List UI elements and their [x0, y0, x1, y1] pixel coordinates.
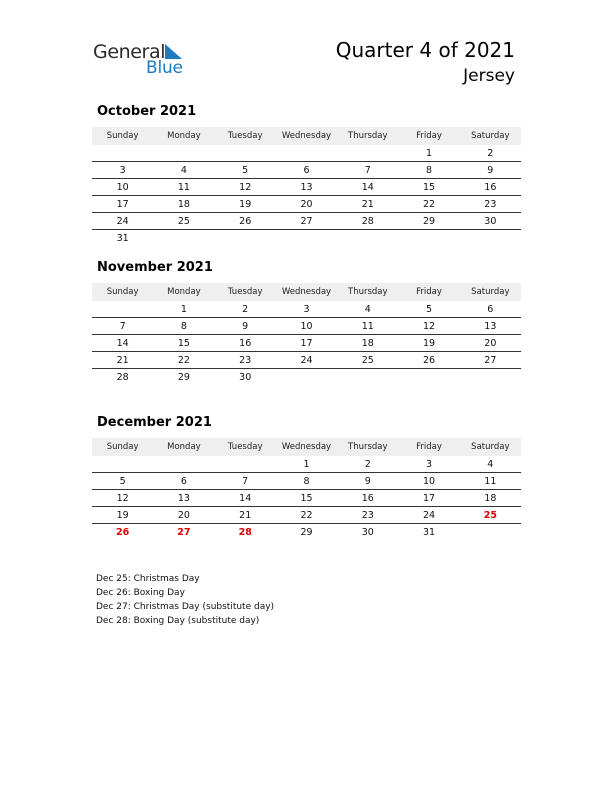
day-cell: 21 — [361, 198, 374, 210]
day-cell: 30 — [239, 372, 252, 383]
month-november — [92, 260, 521, 386]
week-row — [92, 456, 521, 473]
day-cell: 14 — [361, 181, 374, 193]
holiday-notes — [96, 572, 274, 628]
week-rows — [92, 145, 521, 247]
day-cell: 28 — [361, 215, 374, 227]
day-cell: 12 — [116, 492, 129, 504]
day-cell: 7 — [364, 164, 371, 176]
day-cell: 6 — [303, 164, 310, 176]
day-cell: 22 — [423, 198, 436, 210]
holiday-day-cell: 26 — [116, 527, 130, 538]
day-cell: 17 — [300, 337, 313, 349]
weekday-label: Monday — [167, 442, 201, 452]
day-cell: 1 — [426, 147, 433, 159]
day-cell: 4 — [180, 164, 187, 176]
day-cell: 31 — [116, 233, 129, 244]
holiday-day-cell: 27 — [177, 527, 191, 538]
weekday-label: Wednesday — [281, 287, 332, 297]
weekday-label: Monday — [167, 131, 201, 141]
weekday-label: Thursday — [348, 287, 388, 297]
day-cell: 17 — [116, 198, 129, 210]
week-row — [92, 318, 521, 335]
weekday-label: Friday — [416, 131, 442, 141]
week-row — [92, 230, 521, 247]
day-cell: 9 — [487, 164, 494, 176]
month-title: November 2021 — [97, 260, 213, 275]
day-cell: 27 — [300, 215, 313, 227]
week-row — [92, 369, 521, 386]
day-cell: 10 — [116, 181, 129, 193]
day-cell: 2 — [487, 147, 494, 159]
day-cell: 28 — [116, 372, 129, 383]
day-cell: 5 — [119, 475, 126, 487]
day-cell: 20 — [484, 337, 497, 349]
day-cell: 20 — [300, 198, 313, 210]
day-cell: 10 — [423, 475, 436, 487]
day-cell: 10 — [300, 320, 313, 332]
weekday-header — [92, 438, 521, 456]
day-cell: 26 — [239, 215, 252, 227]
day-cell: 3 — [119, 164, 126, 176]
day-cell: 24 — [423, 509, 436, 521]
day-cell: 17 — [423, 492, 436, 504]
day-cell: 15 — [177, 337, 190, 349]
page-title: Quarter 4 of 2021 — [335, 38, 515, 62]
holiday-note: Dec 25: Christmas Day — [96, 574, 200, 584]
weekday-label: Sunday — [106, 442, 139, 452]
week-row — [92, 524, 521, 541]
weekday-label: Thursday — [348, 442, 388, 452]
day-cell: 16 — [239, 337, 252, 349]
day-cell: 14 — [116, 337, 129, 349]
day-cell: 25 — [361, 354, 374, 366]
week-row — [92, 352, 521, 369]
weekday-label: Friday — [416, 442, 442, 452]
weekday-label: Thursday — [348, 131, 388, 141]
day-cell: 18 — [177, 198, 190, 210]
day-cell: 23 — [361, 509, 374, 521]
day-cell: 12 — [239, 181, 252, 193]
day-cell: 14 — [239, 492, 252, 504]
day-cell: 20 — [177, 509, 190, 521]
day-cell: 31 — [423, 527, 436, 538]
day-cell: 1 — [180, 303, 187, 315]
day-cell: 1 — [303, 458, 310, 470]
day-cell: 7 — [119, 320, 126, 332]
weekday-label: Saturday — [471, 287, 510, 297]
month-title: October 2021 — [97, 104, 197, 119]
month-title: December 2021 — [97, 415, 212, 430]
day-cell: 19 — [239, 198, 252, 210]
weekday-header — [92, 127, 521, 145]
day-cell: 4 — [364, 303, 371, 315]
day-cell: 5 — [426, 303, 433, 315]
day-cell: 24 — [116, 215, 129, 227]
day-cell: 11 — [177, 181, 190, 193]
day-cell: 26 — [423, 354, 436, 366]
weekday-label: Tuesday — [227, 442, 263, 452]
week-row — [92, 473, 521, 490]
holiday-note: Dec 27: Christmas Day (substitute day) — [96, 602, 275, 612]
day-cell: 29 — [423, 215, 436, 227]
day-cell: 29 — [177, 372, 190, 383]
week-rows — [92, 456, 521, 541]
day-cell: 15 — [423, 181, 436, 193]
day-cell: 6 — [180, 475, 187, 487]
day-cell: 30 — [361, 527, 374, 538]
holiday-note: Dec 28: Boxing Day (substitute day) — [96, 616, 260, 626]
week-row — [92, 490, 521, 507]
day-cell: 12 — [423, 320, 436, 332]
day-cell: 5 — [242, 164, 249, 176]
month-december — [92, 415, 521, 541]
day-cell: 30 — [484, 215, 497, 227]
day-cell: 18 — [361, 337, 374, 349]
day-cell: 29 — [300, 527, 313, 538]
day-cell: 2 — [242, 303, 249, 315]
week-row — [92, 507, 521, 524]
weekday-header — [92, 283, 521, 301]
day-cell: 23 — [484, 198, 497, 210]
day-cell: 4 — [487, 458, 494, 470]
region-label: Jersey — [463, 66, 515, 86]
day-cell: 11 — [361, 320, 374, 332]
holiday-note: Dec 26: Boxing Day — [96, 588, 185, 598]
weekday-label: Friday — [416, 287, 442, 297]
holiday-day-cell: 28 — [238, 527, 252, 538]
logo-word-blue: Blue — [146, 58, 183, 78]
day-cell: 24 — [300, 354, 313, 366]
day-cell: 19 — [423, 337, 436, 349]
logo-word-general: General — [93, 41, 166, 63]
day-cell: 13 — [484, 320, 497, 332]
day-cell: 3 — [426, 458, 433, 470]
day-cell: 9 — [364, 475, 371, 487]
day-cell: 22 — [177, 354, 190, 366]
day-cell: 18 — [484, 492, 497, 504]
day-cell: 15 — [300, 492, 313, 504]
day-cell: 22 — [300, 509, 313, 521]
week-row — [92, 301, 521, 318]
day-cell: 8 — [180, 320, 187, 332]
week-row — [92, 162, 521, 179]
week-row — [92, 179, 521, 196]
week-row — [92, 196, 521, 213]
day-cell: 13 — [177, 492, 190, 504]
day-cell: 6 — [487, 303, 494, 315]
weekday-label: Wednesday — [281, 442, 332, 452]
day-cell: 19 — [116, 509, 129, 521]
weekday-label: Sunday — [106, 287, 139, 297]
week-row — [92, 145, 521, 162]
day-cell: 7 — [242, 475, 249, 487]
day-cell: 21 — [239, 509, 252, 521]
day-cell: 8 — [426, 164, 433, 176]
day-cell: 3 — [303, 303, 310, 315]
holiday-day-cell: 25 — [483, 509, 497, 521]
day-cell: 16 — [484, 181, 497, 193]
day-cell: 8 — [303, 475, 310, 487]
day-cell: 9 — [242, 320, 249, 332]
day-cell: 2 — [364, 458, 371, 470]
day-cell: 25 — [177, 215, 190, 227]
weekday-label: Wednesday — [281, 131, 332, 141]
logo — [93, 40, 193, 80]
month-october — [92, 104, 521, 247]
day-cell: 27 — [484, 354, 497, 366]
weekday-label: Tuesday — [227, 131, 263, 141]
weekday-label: Saturday — [471, 442, 510, 452]
day-cell: 23 — [239, 354, 252, 366]
weekday-label: Sunday — [106, 131, 139, 141]
day-cell: 11 — [484, 475, 497, 487]
week-rows — [92, 301, 521, 386]
weekday-label: Saturday — [471, 131, 510, 141]
week-row — [92, 335, 521, 352]
week-row — [92, 213, 521, 230]
weekday-label: Monday — [167, 287, 201, 297]
weekday-label: Tuesday — [227, 287, 263, 297]
day-cell: 21 — [116, 354, 129, 366]
day-cell: 16 — [361, 492, 374, 504]
day-cell: 13 — [300, 181, 313, 193]
